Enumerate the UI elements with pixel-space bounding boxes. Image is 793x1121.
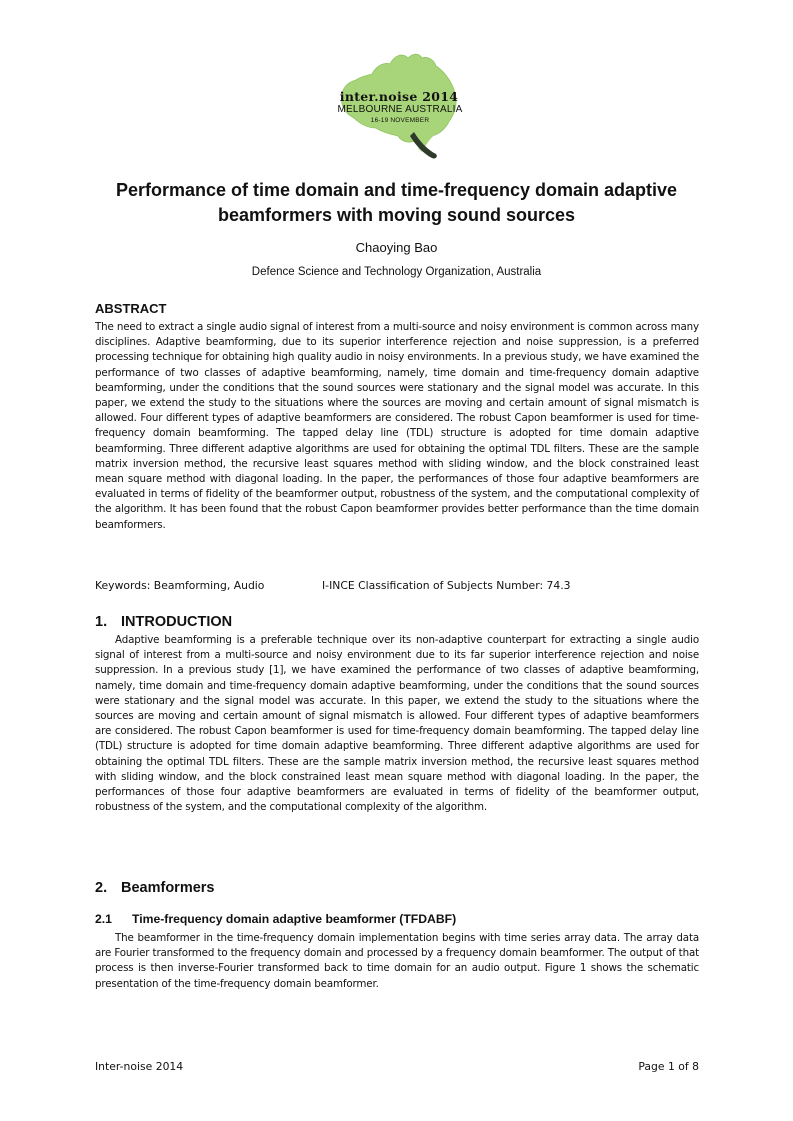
abstract-text: The need to extract a single audio signal of interest from a multi-source and noisy environment is common across many disciplines. Adaptive beamforming, due to its superior interference rejection and noise suppression, is a preferred processing technique for obtaining high quality audio in noisy environments. In a previous study, we have examined the performance of two classes of adaptive beamforming, namely, time domain and time-frequency domain adaptive beamforming, under the conditions that the sound sources were stationary and the signal model was accurate. In this paper, we extend the study to the situations where the sources are moving and certain amount of signal mismatch is allowed. Four different types of adaptive beamformers are considered. The robust Capon beamformer is used for time-frequency domain beamforming. The tapped delay line (TDL) structure is adopted for time domain adaptive beamforming. Three different adaptive algorithms are used for obtaining the optimal TDL filters. These are the sample matrix inversion method, the recursive least squares method with sliding window, and the block constrained least mean square method with diagonal loading. In the paper, the performances of those four adaptive beamformers are evaluated in terms of fidelity of the beamformer output, robustness of the system, and the computational complexity of the algorithm. It has been found that the robust Capon beamformer provides better performance than the time domain beamformers. — [95, 321, 699, 531]
section-number: 1. — [95, 614, 108, 630]
section-title: INTRODUCTION — [121, 614, 233, 630]
section-title: Beamformers — [121, 880, 215, 896]
logo-location-text: MELBOURNE AUSTRALIA — [337, 104, 463, 115]
author-affiliation: Defence Science and Technology Organization, Australia — [251, 266, 542, 278]
classification-number: I-INCE Classification of Subjects Number: 74.3 — [322, 579, 571, 592]
section-heading-beamformers — [95, 879, 215, 897]
subsection-heading-tfdabf — [95, 911, 456, 927]
footer-page-number: Page 1 of 8 — [638, 1060, 699, 1073]
author-name: Chaoying Bao — [355, 240, 438, 255]
tfdabf-text: The beamformer in the time-frequency domain implementation begins with time series array data. The array data are Fourier transformed to the frequency domain and processed by a frequency domain beamformer. The output of that process is then inverse-Fourier transformed back to time domain for an audio output. Figure 1 shows the schematic presentation of the time-frequency domain beamformer. — [95, 932, 699, 990]
conference-logo — [332, 48, 462, 166]
paper-title: Performance of time domain and time-frequency domain adaptive beamformers with moving sound sources — [115, 180, 678, 225]
section-number: 2. — [95, 880, 108, 896]
keywords: Keywords: Beamforming, Audio — [95, 579, 265, 592]
introduction-text: Adaptive beamforming is a preferable technique over its non-adaptive counterpart for extracting a single audio signal of interest from a multi-source and noisy environment due to its far superior interference rejection and noise suppression. In a previous study [1], we have examined the performance of two classes of adaptive beamforming, namely, time domain and time-frequency domain adaptive beamforming, under the conditions that the sound sources were stationary and the signal model was accurate. In this paper, we extend the study to the situations where the sources are moving and certain amount of signal mismatch is allowed. Four different types of adaptive beamformers are considered. The robust Capon beamformer is used for time-frequency domain beamforming. The tapped delay line (TDL) structure is adopted for time domain adaptive beamforming. Three different adaptive algorithms are used for obtaining the optimal TDL filters. These are the sample matrix inversion method, the recursive least squares method with sliding window, and the block constrained least mean square method with diagonal loading. In the paper, the performances of those four adaptive beamformers are evaluated in terms of fidelity of the beamformer output, robustness of the system, and the computational complexity of the algorithm. — [95, 634, 699, 814]
abstract-heading: ABSTRACT — [95, 301, 167, 316]
logo-brand-text: inter.noise 2014 — [339, 89, 459, 104]
footer-conference: Inter-noise 2014 — [95, 1060, 184, 1073]
subsection-number: 2.1 — [95, 912, 112, 926]
subsection-title: Time-frequency domain adaptive beamformer (TFDABF) — [132, 912, 457, 926]
section-heading-introduction — [95, 613, 232, 631]
logo-dates-text: 16-19 NOVEMBER — [370, 117, 430, 124]
